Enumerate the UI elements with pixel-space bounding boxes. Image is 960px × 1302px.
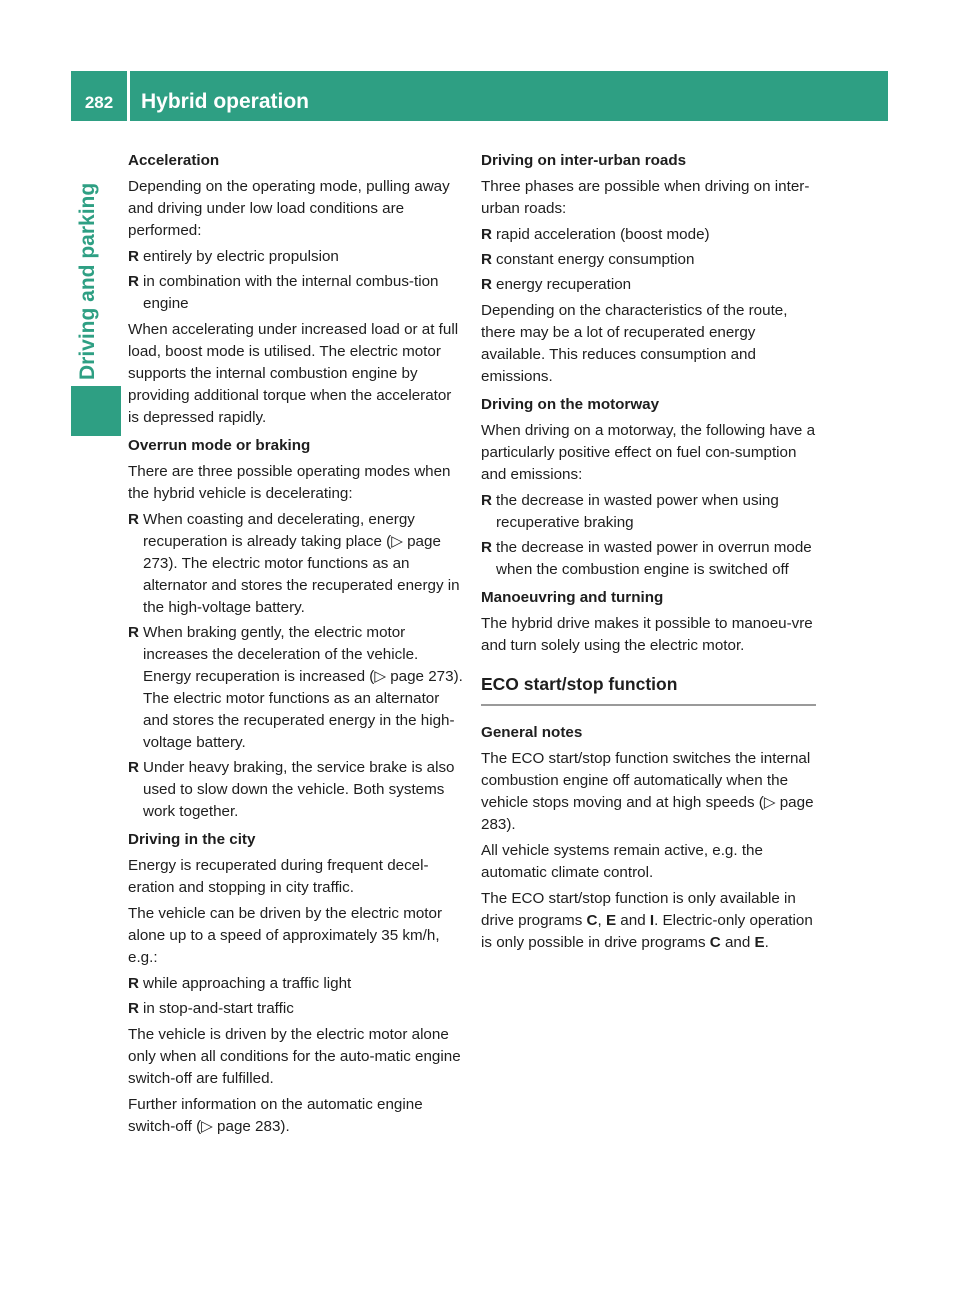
bullet-marker: R [128, 624, 139, 641]
list-item: R in stop-and-start traffic [128, 998, 463, 1020]
bullet-marker: R [128, 248, 139, 265]
left-column [128, 150, 463, 1142]
drive-program-e: E [605, 912, 617, 929]
paragraph: When driving on a motorway, the following have a particularly positive effect on fuel con-sumption and emissions: [481, 422, 816, 483]
paragraph: Three phases are possible when driving on inter-urban roads: [481, 178, 810, 217]
heading-interurban: Driving on inter-urban roads [481, 152, 687, 169]
paragraph: Energy is recuperated during frequent decel-eration and stopping in city traffic. [128, 857, 429, 896]
chapter-tab-marker [71, 386, 121, 436]
header-divider [127, 71, 130, 121]
drive-program-i: I [649, 912, 655, 929]
paragraph: Further information on the automatic engine switch-off (▷ page 283). [128, 1096, 423, 1135]
bullet-marker: R [128, 759, 139, 776]
page-title: Hybrid operation [141, 90, 310, 113]
paragraph: There are three possible operating modes when the hybrid vehicle is decelerating: [128, 463, 451, 502]
list-item: R constant energy consumption [481, 249, 816, 271]
bullet-marker: R [128, 511, 139, 528]
section-title-eco: ECO start/stop function [481, 673, 816, 706]
bullet-marker: R [481, 539, 492, 556]
paragraph: The hybrid drive makes it possible to manoeu-vre and turn solely using the electric motor. [481, 615, 813, 654]
list-item: R the decrease in wasted power when using recuperative braking [481, 492, 779, 531]
paragraph: The vehicle is driven by the electric motor alone only when all conditions for the auto-matic engine switch-off are fulfilled. [128, 1026, 461, 1087]
page-number: 282 [84, 93, 114, 112]
list-item: R When coasting and decelerating, energy recuperation is already taking place (▷ page 273). The electric motor functions as an alternator and stores the recuperated energy in the high-voltage battery. [128, 511, 460, 616]
bullet-list [128, 973, 463, 1020]
bullet-list [481, 224, 816, 296]
heading-motorway: Driving on the motorway [481, 396, 660, 413]
bullet-marker: R [128, 975, 139, 992]
page-header [71, 71, 888, 121]
paragraph: The vehicle can be driven by the electric motor alone up to a speed of approximately 35 km/h, e.g.: [128, 905, 443, 966]
heading-city: Driving in the city [128, 831, 256, 848]
paragraph: The ECO start/stop function is only available in drive programs C, E and I. Electric-only operation is only possible in drive programs C and E. [481, 890, 813, 951]
heading-general-notes: General notes [481, 724, 583, 741]
bullet-marker: R [481, 226, 492, 243]
bullet-marker: R [481, 251, 492, 268]
page-reference-link[interactable]: ▷ page 273 [143, 533, 441, 572]
heading-manoeuvring: Manoeuvring and turning [481, 589, 664, 606]
bullet-list [128, 509, 463, 823]
drive-program-c: C [709, 934, 721, 951]
list-item: R in combination with the internal combus-tion engine [128, 273, 439, 312]
bullet-marker: R [128, 273, 139, 290]
page-reference-link[interactable]: ▷ page 283 [201, 1118, 281, 1135]
bullet-list [481, 490, 816, 581]
paragraph: All vehicle systems remain active, e.g. the automatic climate control. [481, 842, 763, 881]
bullet-marker: R [481, 492, 492, 509]
list-item: R When braking gently, the electric motor increases the deceleration of the vehicle. Energy recuperation is increased (▷ page 273). The electric motor functions as an alternator and stores the recuperated energy in the high-voltage battery. [128, 624, 463, 751]
bullet-marker: R [128, 1000, 139, 1017]
paragraph: Depending on the operating mode, pulling away and driving under low load conditions are performed: [128, 178, 450, 239]
list-item: R rapid acceleration (boost mode) [481, 224, 816, 246]
paragraph: Depending on the characteristics of the route, there may be a lot of recuperated energy available. This reduces consumption and emissions. [481, 302, 788, 385]
bullet-marker: R [481, 276, 492, 293]
list-item: R entirely by electric propulsion [128, 246, 463, 268]
drive-program-e: E [754, 934, 765, 951]
list-item: R energy recuperation [481, 274, 816, 296]
right-column [481, 150, 816, 958]
heading-overrun: Overrun mode or braking [128, 437, 311, 454]
paragraph: When accelerating under increased load or at full load, boost mode is utilised. The electric motor supports the internal combustion engine by providing additional torque when the accelerator is depressed rapidly. [128, 321, 459, 426]
heading-acceleration: Acceleration [128, 152, 220, 169]
page-reference-link[interactable]: ▷ page 273 [374, 668, 454, 685]
page-reference-link[interactable]: ▷ page 283 [481, 794, 814, 833]
list-item: R the decrease in wasted power in overrun mode when the combustion engine is switched off [481, 539, 812, 578]
list-item: R while approaching a traffic light [128, 973, 463, 995]
list-item: R Under heavy braking, the service brake is also used to slow down the vehicle. Both systems work together. [128, 759, 455, 820]
bullet-list [128, 246, 463, 315]
drive-program-c: C [586, 912, 598, 929]
chapter-tab-label: Driving and parking [76, 182, 99, 380]
paragraph: The ECO start/stop function switches the internal combustion engine off automatically when the vehicle stops moving and at high speeds (▷ page 283). [481, 750, 814, 833]
